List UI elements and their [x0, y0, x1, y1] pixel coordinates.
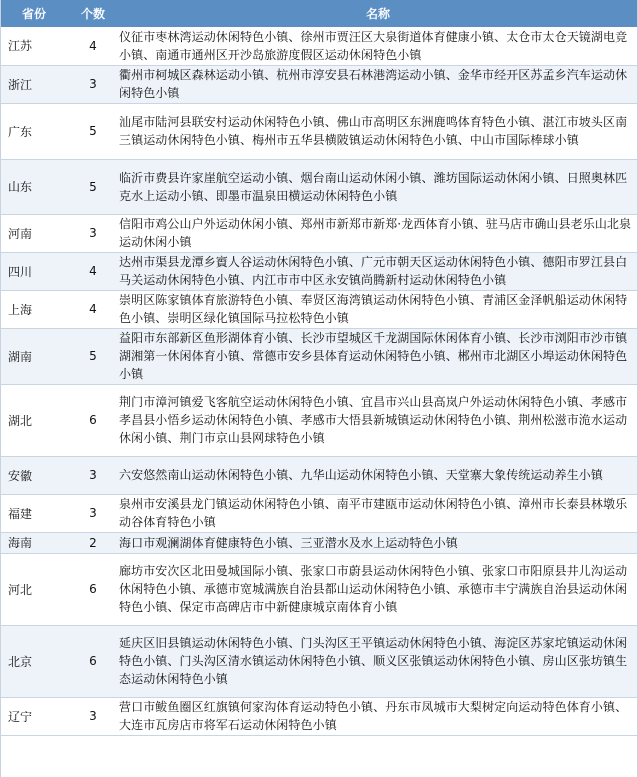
- table-row: [1, 625, 637, 697]
- count-cell: 5: [67, 103, 119, 159]
- count-cell: 6: [67, 625, 119, 697]
- table-row: [1, 65, 637, 103]
- table-body: [1, 27, 637, 735]
- province-cell: 河北: [1, 553, 67, 625]
- header-province: 省份: [1, 0, 67, 27]
- names-cell: 达州市渠县龙潭乡賨人谷运动休闲特色小镇、广元市朝天区运动休闲特色小镇、德阳市罗江县白马关运动休闲特色小镇、内江市市中区永安镇尚腾新村运动休闲特色小镇: [119, 252, 637, 290]
- header-name: 名称: [119, 0, 637, 27]
- table-header: [1, 0, 637, 27]
- count-cell: 3: [67, 214, 119, 252]
- province-cell: 海南: [1, 532, 67, 553]
- table-row: [1, 290, 637, 328]
- names-cell: 廊坊市安次区北田曼城国际小镇、张家口市蔚县运动休闲特色小镇、张家口市阳原县井儿沟运动休闲特色小镇、承德市宽城满族自治县都山运动休闲特色小镇、承德市丰宁满族自治县运动休闲特色小镇、保定市高碑店市中新健康城京南体育小镇: [119, 553, 637, 625]
- count-cell: 5: [67, 159, 119, 214]
- table-row: [1, 328, 637, 384]
- table-row: [1, 384, 637, 456]
- header-count: 个数: [67, 0, 119, 27]
- names-cell: 崇明区陈家镇体育旅游特色小镇、奉贤区海湾镇运动休闲特色小镇、青浦区金泽帆船运动休闲特色小镇、崇明区绿化镇国际马拉松特色小镇: [119, 290, 637, 328]
- count-cell: 3: [67, 456, 119, 494]
- table-row: [1, 27, 637, 65]
- names-cell: 延庆区旧县镇运动休闲特色小镇、门头沟区王平镇运动休闲特色小镇、海淀区苏家坨镇运动休闲特色小镇、门头沟区清水镇运动休闲特色小镇、顺义区张镇运动休闲特色小镇、房山区张坊镇生态运动休闲特色小镇: [119, 625, 637, 697]
- table-row: [1, 159, 637, 214]
- count-cell: 3: [67, 697, 119, 735]
- count-cell: 3: [67, 65, 119, 103]
- province-cell: 广东: [1, 103, 67, 159]
- names-cell: 海口市观澜湖体育健康特色小镇、三亚潜水及水上运动特色小镇: [119, 532, 637, 553]
- province-cell: 湖北: [1, 384, 67, 456]
- province-cell: 安徽: [1, 456, 67, 494]
- table-row: [1, 252, 637, 290]
- province-cell: 江苏: [1, 27, 67, 65]
- table-row: [1, 494, 637, 532]
- province-cell: 福建: [1, 494, 67, 532]
- names-cell: 临沂市费县许家崖航空运动小镇、烟台南山运动休闲小镇、潍坊国际运动休闲小镇、日照奥林匹克水上运动小镇、即墨市温泉田横运动休闲特色小镇: [119, 159, 637, 214]
- count-cell: 4: [67, 252, 119, 290]
- count-cell: 5: [67, 328, 119, 384]
- table-row: [1, 553, 637, 625]
- province-cell: 四川: [1, 252, 67, 290]
- table-row: [1, 532, 637, 553]
- count-cell: 6: [67, 553, 119, 625]
- table-row: [1, 697, 637, 735]
- names-cell: 营口市鲅鱼圈区红旗镇何家沟体育运动特色小镇、丹东市凤城市大梨树定向运动特色体育小镇、大连市瓦房店市将军石运动休闲特色小镇: [119, 697, 637, 735]
- province-cell: 河南: [1, 214, 67, 252]
- names-cell: 衢州市柯城区森林运动小镇、杭州市淳安县石林港湾运动小镇、金华市经开区苏孟乡汽车运动休闲特色小镇: [119, 65, 637, 103]
- province-cell: 浙江: [1, 65, 67, 103]
- names-cell: 汕尾市陆河县联安村运动休闲特色小镇、佛山市高明区东洲鹿鸣体育特色小镇、湛江市坡头区南三镇运动休闲特色小镇、梅州市五华县横陂镇运动休闲特色小镇、中山市国际棒球小镇: [119, 103, 637, 159]
- table-row: [1, 456, 637, 494]
- names-cell: 泉州市安溪县龙门镇运动休闲特色小镇、南平市建瓯市运动休闲特色小镇、漳州市长泰县林墩乐动谷体育特色小镇: [119, 494, 637, 532]
- count-cell: 4: [67, 27, 119, 65]
- province-cell: 辽宁: [1, 697, 67, 735]
- province-cell: 湖南: [1, 328, 67, 384]
- count-cell: 4: [67, 290, 119, 328]
- table-row: [1, 103, 637, 159]
- count-cell: 6: [67, 384, 119, 456]
- sports-town-table: [1, 0, 637, 736]
- province-cell: 上海: [1, 290, 67, 328]
- count-cell: 2: [67, 532, 119, 553]
- names-cell: 六安悠然南山运动休闲特色小镇、九华山运动休闲特色小镇、天堂寨大象传统运动养生小镇: [119, 456, 637, 494]
- names-cell: 荆门市漳河镇爱飞客航空运动休闲特色小镇、宜昌市兴山县高岚户外运动休闲特色小镇、孝感市孝昌县小悟乡运动休闲特色小镇、孝感市大悟县新城镇运动休闲特色小镇、荆州松滋市洈水运动休闲小镇、荆门市京山县网球特色小镇: [119, 384, 637, 456]
- names-cell: 仪征市枣林湾运动休闲特色小镇、徐州市贾汪区大泉街道体育健康小镇、太仓市太仓天镜湖电竞小镇、南通市通州区开沙岛旅游度假区运动休闲特色小镇: [119, 27, 637, 65]
- table-row: [1, 214, 637, 252]
- count-cell: 3: [67, 494, 119, 532]
- names-cell: 信阳市鸡公山户外运动休闲小镇、郑州市新郑市新郑·龙西体育小镇、驻马店市确山县老乐山北泉运动休闲小镇: [119, 214, 637, 252]
- province-cell: 山东: [1, 159, 67, 214]
- province-cell: 北京: [1, 625, 67, 697]
- names-cell: 益阳市东部新区鱼形湖体育小镇、长沙市望城区千龙湖国际休闲体育小镇、长沙市浏阳市沙市镇湖湘第一休闲体育小镇、常德市安乡县体育运动休闲特色小镇、郴州市北湖区小埠运动休闲特色小镇: [119, 328, 637, 384]
